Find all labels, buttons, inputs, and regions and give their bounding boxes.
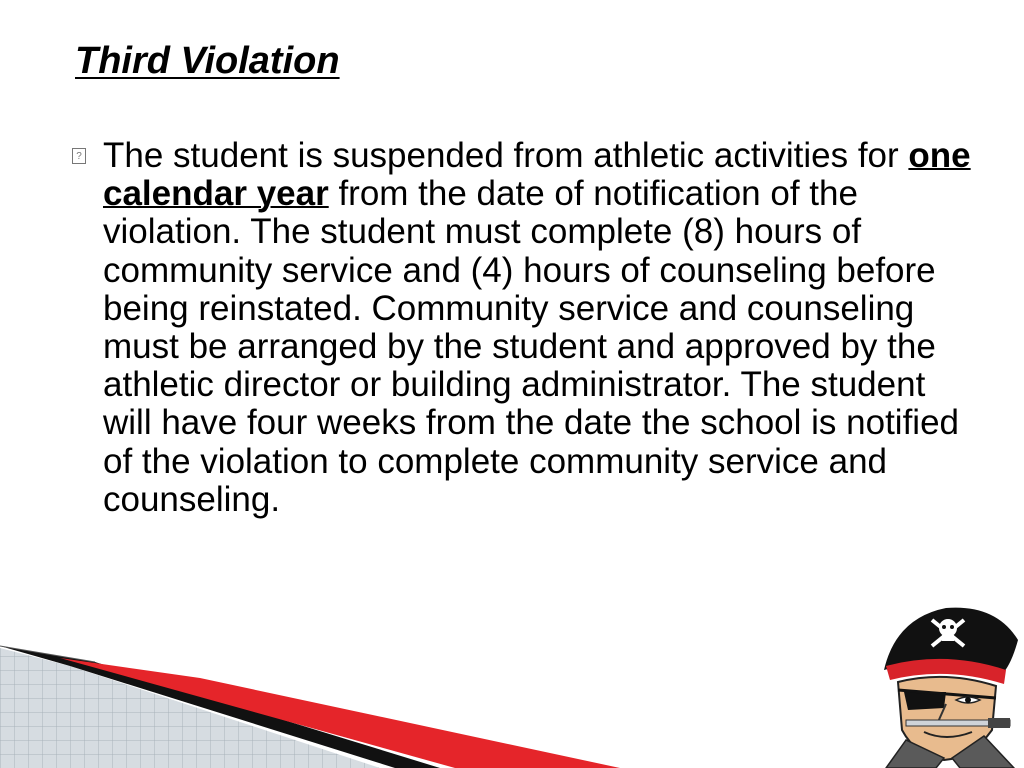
decorative-stripes [0, 600, 620, 768]
bullet-icon: ? [72, 148, 86, 164]
pirate-mascot-icon [876, 600, 1024, 768]
slide-title: Third Violation [75, 40, 340, 82]
body-text-part-1: The student is suspended from athletic activities for [103, 136, 909, 175]
emphasis-text: one calendar year [103, 136, 971, 214]
slide-body-text [103, 137, 973, 519]
body-text-part-2: from the date of notification of the violation. The student must complete (8) hours of community service and (4) hours of counseling before being reinstated. Community service and counseling must be arranged by the student and approved by the athletic director or building administrator. The student will have four weeks from the date the school is notified of the violation to complete community service and counseling. [103, 174, 959, 519]
